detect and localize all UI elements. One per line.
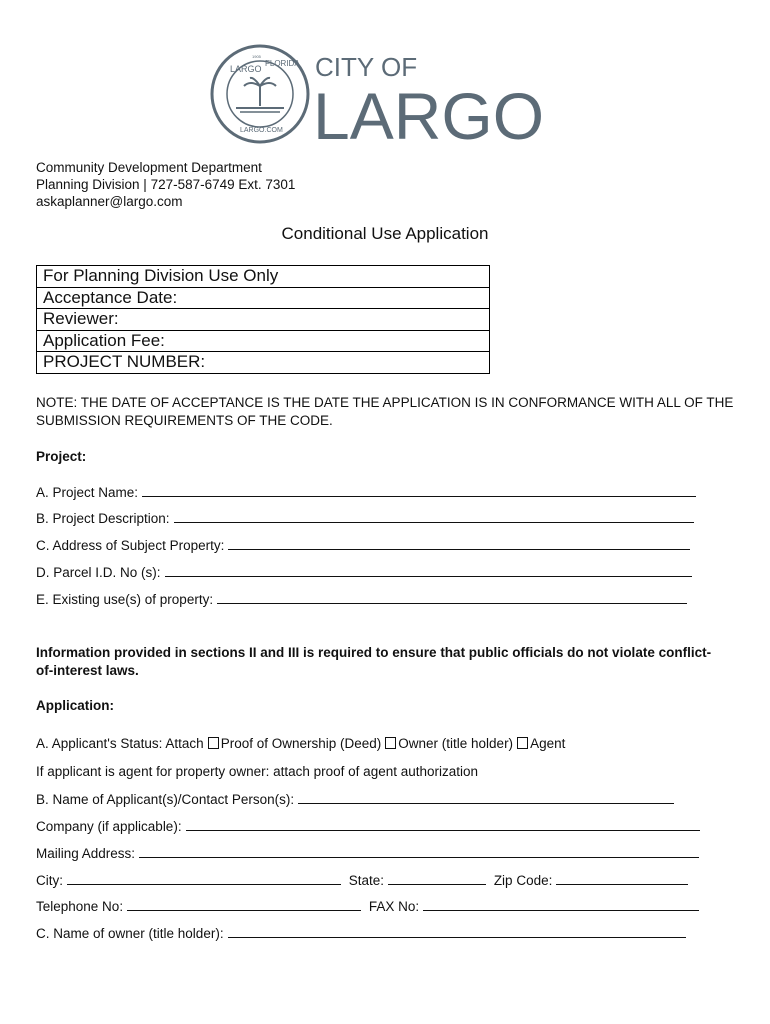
mailing-address-label: Mailing Address: [36,846,136,861]
subject-address-field[interactable] [228,537,690,550]
owner-label: Owner (title holder) [398,736,514,751]
state-label: State: [348,873,385,888]
reviewer-field[interactable]: Reviewer: [37,309,489,331]
agent-label: Agent [530,736,566,751]
company-label: Company (if applicable): [36,819,182,834]
mailing-address-row [36,845,699,861]
parcel-id-field[interactable] [165,564,692,577]
owner-name-row [36,925,686,941]
application-heading: Application: [36,698,114,713]
city-field[interactable] [67,872,341,885]
acceptance-note: NOTE: THE DATE OF ACCEPTANCE IS THE DATE THE APPLICATION IS IN CONFORMANCE WITH ALL OF THE SUBMISSION REQUIREMENTS OF THE CODE. [36,395,734,428]
office-use-heading: For Planning Division Use Only [37,266,489,288]
existing-use-label: E. Existing use(s) of property: [36,592,214,607]
mailing-address-field[interactable] [139,845,699,858]
subject-address-label: C. Address of Subject Property: [36,538,225,553]
project-description-label: B. Project Description: [36,511,170,526]
contact-email[interactable]: askaplanner@largo.com [36,194,183,209]
fax-field[interactable] [423,898,699,911]
palm-tree-icon [236,78,284,112]
owner-name-label: C. Name of owner (title holder): [36,926,224,941]
project-name-row [36,484,696,500]
parcel-id-label: D. Parcel I.D. No (s): [36,565,161,580]
application-fee-field[interactable]: Application Fee: [37,331,489,353]
city-state-zip-row [36,872,688,888]
department-info [36,159,295,210]
project-heading: Project: [36,449,87,464]
disclosure-notice: Information provided in sections II and III is required to ensure that public officials do not violate conflict-of-interest laws. [36,645,712,678]
applicant-status-row [36,736,565,751]
project-name-label: A. Project Name: [36,485,139,500]
subject-address-row [36,537,690,553]
proof-of-ownership-checkbox[interactable] [208,737,219,749]
owner-checkbox[interactable] [385,737,396,749]
logo-city-name: LARGO [313,79,545,144]
company-row [36,818,700,834]
existing-use-row [36,591,687,607]
agent-checkbox[interactable] [517,737,528,749]
project-description-row [36,510,694,526]
form-title: Conditional Use Application [281,224,489,243]
acceptance-date-field[interactable]: Acceptance Date: [37,288,489,310]
proof-of-ownership-label: Proof of Ownership (Deed) [220,736,382,751]
zip-label: Zip Code: [493,873,553,888]
owner-name-field[interactable] [228,925,686,938]
parcel-id-row [36,564,692,580]
logo-city-of: CITY OF [315,52,418,82]
city-logo [210,44,560,144]
seal-top-text: LARGO [230,64,262,74]
city-seal [212,46,308,142]
existing-use-field[interactable] [217,591,687,604]
company-field[interactable] [186,818,700,831]
applicant-name-label: B. Name of Applicant(s)/Contact Person(s): [36,792,295,807]
seal-year: 1905 [252,54,261,59]
seal-state: FLORIDA [265,59,300,68]
telephone-fax-row [36,898,699,914]
applicant-name-row [36,791,674,807]
project-number-field[interactable]: PROJECT NUMBER: [43,352,206,371]
division-phone: Planning Division | 727-587-6749 Ext. 7301 [36,177,296,192]
state-field[interactable] [388,872,486,885]
telephone-field[interactable] [127,898,361,911]
fax-label: FAX No: [368,899,420,914]
project-description-field[interactable] [174,510,694,523]
zip-field[interactable] [556,872,688,885]
office-use-box [36,265,490,374]
department-name: Community Development Department [36,160,262,175]
city-label: City: [36,873,63,888]
agent-authorization-note: If applicant is agent for property owner: attach proof of agent authorization [36,764,479,779]
applicant-status-label: A. Applicant's Status: Attach [36,736,204,751]
seal-bottom-text: LARGO.COM [240,127,283,134]
applicant-name-field[interactable] [298,791,674,804]
project-name-field[interactable] [142,484,696,497]
telephone-label: Telephone No: [36,899,124,914]
